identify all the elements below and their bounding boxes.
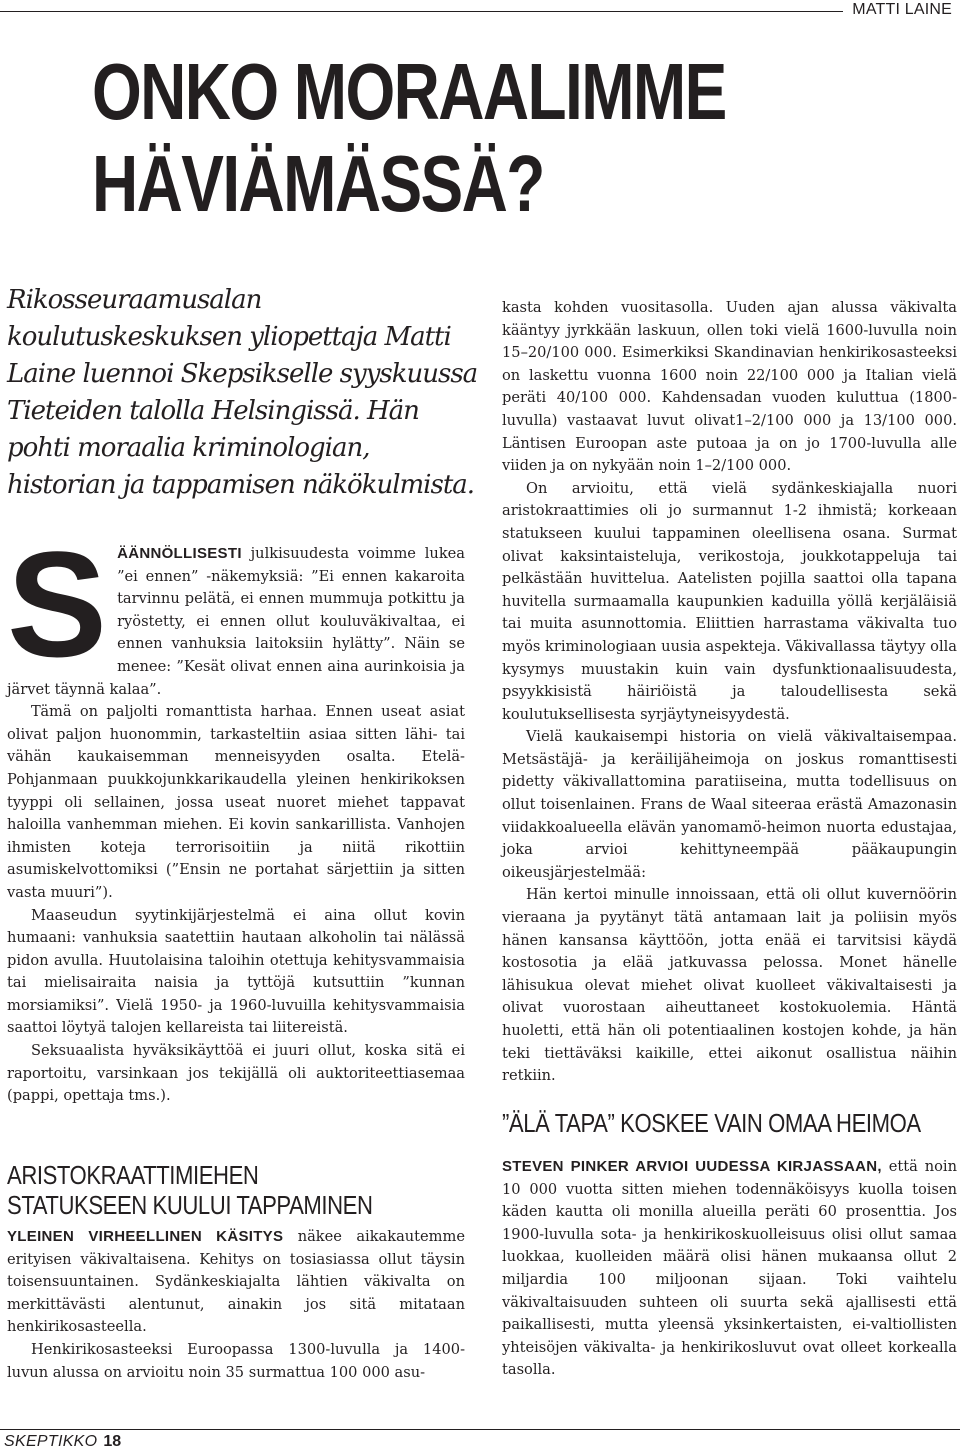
body-paragraph	[7, 1226, 465, 1339]
left-column	[7, 520, 466, 1108]
page-number: 18	[103, 1433, 122, 1450]
author-tag: MATTI LAINE	[852, 1, 952, 18]
left-column-lower	[7, 1226, 465, 1384]
lead-line: Tieteiden talolla Helsingissä. Hän	[7, 396, 419, 426]
right-column	[502, 297, 957, 1088]
body-paragraph: Henkirikosasteeksi Euroopassa 1300-luvulla ja 1400-luvun alussa on arvioitu noin 35 surmattua 100 000 asu-	[7, 1340, 465, 1381]
header-rule	[0, 11, 843, 12]
footer-rule	[0, 1429, 960, 1430]
quote-paragraph: Hän kertoi minulle innoissaan, että oli ollut kuvernöörin vieraana ja pyytänyt tätä antamaan lait ja poliisin myös hänen kansansa käyttöön, jotta enää ei tarvitsisi käydä kostosotia ja elää jatkuvassa pelossa. Monet hänelle lähisukua olevat miehet olivat kuolleet väkivaltaisesti ja olivat vuorostaan aiheuttaneet kostokuolemia. Häntä huoletti, että hän oli potentiaalinen kostojen kohde, ja hän teki tiettäväksi kaikille, ettei aikonut osallistua näihin retkiin.	[502, 886, 957, 1085]
body-paragraph	[502, 1156, 957, 1382]
lead-line: koulutuskeskuksen yliopettaja Matti	[7, 322, 451, 352]
title-line-2: HÄVIÄMÄSSÄ?	[92, 139, 544, 228]
subheading: ”ÄLÄ TAPA” KOSKEE VAIN OMAA HEIMOA	[502, 1108, 921, 1138]
lead-paragraph	[7, 282, 477, 504]
run-in-heading: STEVEN PINKER ARVIOI UUDESSA KIRJASSAAN,	[502, 1158, 882, 1175]
right-column-lower	[502, 1156, 957, 1382]
paragraph-text: julkisuudesta voimme lukea ”ei ennen” -näkemyksiä: ”Ei ennen kakaroita tarvinnu pelätä, ei ennen mummuja potkittu ja ryöstetty, ei ennen ollut kouluväkivaltaa, ei ennen vanhuksia laitoksiin hylätty”. Näin se menee: ”Kesät olivat ennen aina aurinkoisia ja järvet täynnä kalaa”.	[7, 545, 466, 698]
paragraph-text: että noin 10 000 vuotta sitten miehen todennäköisyys kuolla toisen käden kautta oli monilla alueilla peräti 60 prosenttia. Jos 1900-luvulla sota- ja henkirikoskuolleisuus olisi ollut samaa luokkaa, kuolleiden määrä olisi hänen mukaansa ollut 2 miljardia 100 miljoonan sijaan. Toki vaihtelu väkivaltaisuuden suhteen oli suurta sekä ajallisesti että paikallisesti, mutta yleensä yksinkertaisten, ei-valtiollisten yhteisöjen väkivalta- ja henkirikosluvut ovat olleet korkealla tasolla.	[502, 1158, 957, 1379]
body-paragraph: Seksuaalista hyväksikäyttöä ei juuri ollut, koska sitä ei raportoitu, varsinkaan jos tekijällä oli auktoriteettiasemaa (pappi, opettaja tms.).	[7, 1042, 465, 1105]
drop-cap: S	[7, 520, 108, 688]
page-footer	[4, 1433, 121, 1451]
body-paragraph: Maaseudun syytinkijärjestelmä ei aina ollut kovin humaani: vanhuksia saatettiin hautaan alkoholin tai nälässä pidon avulla. Huutolaisina taloihin otettuja kehitysvammaisia tai mielisairaita naisia ja tyttöjä kutsuttiin ”kunnan morsiamiksi”. Vielä 1950- ja 1960-luvuilla kehitysvammaisia saattoi löytyä talojen kellareista tai liitereistä.	[7, 906, 465, 1037]
body-paragraph: On arvioitu, että vielä sydänkeskiajalla nuori aristokraattimies oli jo surmannut 1-2 ihmistä; korkeaan statukseen kuului tappaminen oleellisena osana. Surmat olivat kaksintaisteluja, verikostoja, joukkotappeluja tai pelkästään huvittelua. Aatelisten pojilla saattoi olla tapana huvitella surmaamalla kaupunkien kaduilla yöllä kerjäläisiä tai muita asunnottomia. Eliittien harrastama väkivalta tuo myös kriminologiaan uusia aspekteja. Väkivallassa täytyy olla kysymys muustakin kuin vain dysfunktionaalisuudesta, psyykkisistä häiriöistä ja taloudellisesta sekä koulutuksellisesta syrjäytyneisyydestä.	[502, 479, 957, 723]
lead-line: Laine luennoi Skepsikselle syyskuussa	[7, 359, 478, 389]
lead-line: historian ja tappamisen näkökulmista.	[7, 470, 475, 500]
body-paragraph: Vielä kaukaisempi historia on vielä väkivaltaisempaa. Metsästäjä- ja keräilijäheimoja on joskus romanttisesti pidetty väkivallattomina paratiiseina, mutta todellisuus on ollut toisenlainen. Frans de Waal siteeraa erästä Amazonasin viidakkoalueella elävän yanomamö-heimon nuorta edustajaa, joka arvioi kehittyneempää pääkaupungin oikeusjärjestelmää:	[502, 728, 957, 881]
run-in-heading: ÄÄNNÖLLISESTI	[117, 545, 242, 562]
magazine-name: SKEPTIKKO	[4, 1433, 98, 1450]
body-paragraph: kasta kohden vuositasolla. Uuden ajan alussa väkivalta kääntyy jyrkkään laskuun, ollen toki vielä 1600-luvulla noin 15–20/100 000. Esimerkiksi Skandinavian henkirikosasteeksi on laskettu vuonna 1600 noin 22/100 000 ja Italian vielä peräti 40/100 000. Kahdensadan vuoden kuluttua (1800-luvulla) vastaavat luvut olivat1–2/100 000 ja 13/100 000. Läntisen Euroopan aste putoaa ja on jo 1700-luvulla alle viiden ja on nykyään noin 1–2/100 000.	[502, 299, 957, 475]
body-paragraph: Tämä on paljolti romanttista harhaa. Ennen useat asiat olivat paljon huonommin, tarkasteltiin asiaa sitten lähi- tai vähän kaukaisemman menneisyyden osalta. Etelä-Pohjanmaan puukkojunkkarikaudella yleinen henkirikoksen tyyppi oli sellainen, jossa useat nuoret miehet tappavat haloilla vanhemman miehen. Ei kovin sankarillista. Vanhojen ihmisten koteja terrorisoitiin ja niitä rikottiin asumiskelvottomiksi (”Ensin ne portahat särjettiin ja sitten vasta muuri”).	[7, 703, 465, 901]
article-title	[92, 46, 726, 230]
title-line-1: ONKO MORAALIMME	[92, 47, 726, 136]
subheading: ARISTOKRAATTIMIEHEN STATUKSEEN KUULUI TAPPAMINEN	[7, 1160, 373, 1220]
run-in-heading: YLEINEN VIRHEELLINEN KÄSITYS	[7, 1228, 284, 1245]
lead-line: Rikosseuraamusalan	[7, 285, 262, 315]
body-paragraph	[7, 520, 466, 701]
paragraph-text: näkee aikakautemme erityisen väkivaltaisena. Kehitys on tosiasiassa ollut täysin toisensuuntainen. Sydänkeskiajalta lähtien väkivalta on merkittävästi alentunut, ainakin jos sitä mitataan henkirikosasteella.	[7, 1228, 465, 1336]
lead-line: pohti moraalia kriminologian,	[7, 433, 370, 463]
